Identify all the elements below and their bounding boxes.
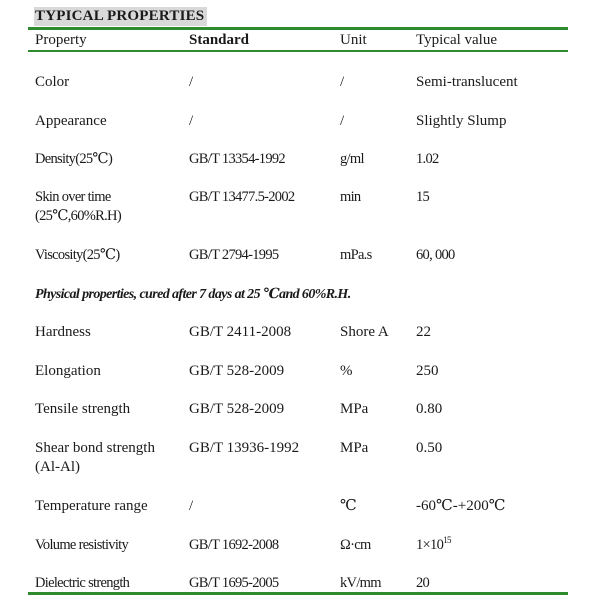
cell-property: Dielectric strength [35,575,130,591]
cell-value: Slightly Slump [416,113,507,129]
cell-standard: GB/T 2411-2008 [189,324,292,340]
cured-properties-heading: Physical properties, cured after 7 days at 25 ℃and 60%R.H. [35,287,351,302]
table-bottom-rule [28,592,568,595]
cell-property: Temperature range [35,498,148,514]
cell-standard: GB/T 13477.5-2002 [189,189,295,205]
cell-value: 15 [416,189,430,205]
cell-property: Color [35,74,70,90]
cell-standard: / [189,498,194,514]
cell-property: Appearance [35,113,107,129]
cell-unit: kV/mm [340,575,381,591]
cell-property-line1: Shear bond strength [35,440,155,456]
cell-unit: MPa [340,401,369,417]
cell-unit: Ω·cm [340,537,371,553]
cell-value: 60, 000 [416,247,455,263]
header-standard: Standard [189,32,250,48]
header-property: Property [35,32,87,48]
cell-unit: % [340,363,353,379]
cell-property: Hardness [35,324,91,340]
cell-property: Density(25℃) [35,151,113,167]
cell-value: 1.02 [416,151,439,167]
cell-standard: GB/T 1695-2005 [189,575,279,591]
cell-value: 0.80 [416,401,443,417]
header-value: Typical value [416,32,497,48]
cell-property: Tensile strength [35,401,131,417]
cell-property: Elongation [35,363,101,379]
table-header-row [0,31,600,50]
cell-standard: / [189,113,194,129]
cell-unit: g/ml [340,151,364,167]
cell-unit: MPa [340,440,369,456]
cell-value-base: 1×10 [416,537,444,553]
cell-value: 250 [416,363,439,379]
cell-property [35,439,155,477]
header-unit: Unit [340,32,367,48]
table-top-rule [28,27,568,30]
cell-value: Semi-translucent [416,74,518,90]
cell-standard: GB/T 528-2009 [189,401,285,417]
cell-unit: Shore A [340,324,389,340]
cell-standard: GB/T 13936-1992 [189,440,300,456]
header-rule [28,50,568,52]
section-title: TYPICAL PROPERTIES [34,7,207,26]
cell-value: 0.50 [416,440,443,456]
cell-standard: GB/T 13354-1992 [189,151,285,167]
cell-value: 22 [416,324,431,340]
cell-property: Viscosity(25℃) [35,247,120,263]
cell-value: -60℃-+200℃ [416,498,506,514]
cell-property-line2: (25℃,60%R.H) [35,208,121,224]
cell-unit: mPa.s [340,247,372,263]
cell-standard: GB/T 528-2009 [189,363,285,379]
cell-property-line1: Skin over time [35,189,111,205]
cell-unit: ℃ [340,498,357,514]
cell-unit: / [340,113,345,129]
cell-standard: GB/T 2794-1995 [189,247,279,263]
cell-property: Volume resistivity [35,537,129,553]
cell-standard: / [189,74,194,90]
cell-property [35,188,121,226]
cell-unit: min [340,189,361,205]
cell-standard: GB/T 1692-2008 [189,537,279,553]
cell-property-line2: (Al-Al) [35,459,80,475]
cell-unit: / [340,74,345,90]
cell-value-exponent: 15 [443,535,451,545]
cell-value: 20 [416,575,430,591]
cell-value [416,536,451,555]
